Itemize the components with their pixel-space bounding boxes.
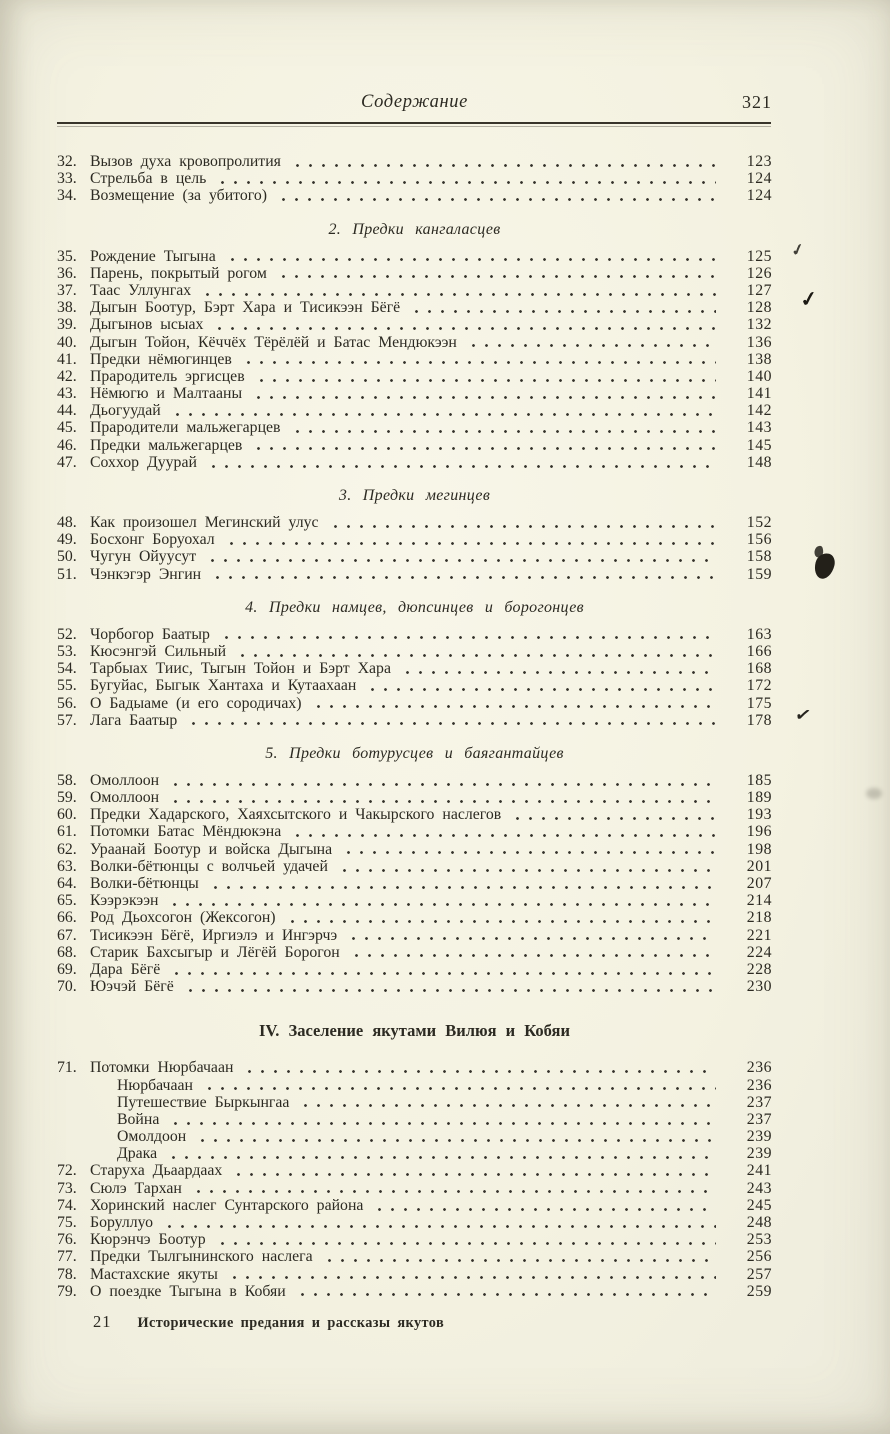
dot-leader [323, 1259, 716, 1262]
toc-entry [57, 892, 772, 909]
toc-entry [57, 1162, 772, 1179]
entry-page: 237 [746, 1093, 772, 1111]
dot-leader [329, 525, 717, 528]
entry-number: 75. [57, 1214, 77, 1231]
entry-number: 39. [57, 316, 77, 334]
entry-page: 230 [746, 978, 772, 996]
entry-number: 63. [57, 857, 77, 875]
entry-title: Омоллоон [90, 789, 160, 807]
entry-number: 50. [57, 548, 77, 566]
dot-leader [171, 413, 716, 416]
entry-page: 218 [746, 909, 772, 927]
toc-entry [57, 772, 772, 789]
toc-entry [57, 712, 772, 729]
entry-page: 163 [746, 625, 772, 643]
entry-number: 42. [57, 367, 77, 385]
dot-leader [209, 886, 716, 889]
toc-section [57, 745, 772, 995]
entry-title: Кээрэкээн [90, 892, 159, 910]
toc-entry [57, 1111, 772, 1128]
dot-leader [342, 851, 716, 854]
entry-title: Кюрэнчэ Боотур [90, 1231, 206, 1249]
dot-leader [184, 989, 716, 992]
entry-page: 241 [746, 1162, 772, 1180]
entry-page: 145 [746, 436, 772, 454]
entry-title: Дыгын Тойон, Кёччёх Тёрёлёй и Батас Мендюкээн [90, 333, 457, 351]
toc-entry [57, 548, 772, 565]
dot-leader [291, 430, 716, 433]
entry-title: Предки мальжегарцев [90, 436, 243, 454]
entry-number: 46. [57, 436, 77, 454]
entry-title: Лага Баатыр [90, 711, 178, 729]
dot-leader [252, 396, 716, 399]
entry-title: Таас Уллунгах [90, 281, 192, 299]
entry-number: 36. [57, 264, 77, 282]
entry-title: Потомки Нюрбачаан [90, 1059, 234, 1077]
toc-entry [57, 334, 772, 351]
entry-number: 77. [57, 1248, 77, 1266]
toc-entry [57, 265, 772, 282]
toc-entry [57, 1266, 772, 1283]
entry-page: 236 [746, 1076, 772, 1094]
dot-leader [291, 834, 716, 837]
dot-leader [201, 293, 716, 296]
entry-number: 69. [57, 960, 77, 978]
toc-entry [57, 1180, 772, 1197]
dot-leader [169, 783, 716, 786]
entry-title: Предки нёмюгинцев [90, 350, 232, 368]
section-heading: IV. Заселение якутами Вилюя и Кобяи [259, 1021, 570, 1041]
dot-leader [366, 688, 716, 691]
toc-entry [57, 789, 772, 806]
signature-number: 21 [93, 1311, 112, 1331]
entry-number: 60. [57, 806, 77, 824]
dot-leader [211, 576, 716, 579]
entry-title: Соххор Дуурай [90, 453, 197, 471]
entry-page: 239 [746, 1145, 772, 1163]
entry-title: Чорбогор Баатыр [90, 625, 210, 643]
toc-entry [57, 514, 772, 531]
toc-entry [57, 1128, 772, 1145]
contents-heading: Содержание [361, 92, 468, 112]
dot-leader [255, 379, 716, 382]
toc-entry [57, 1214, 772, 1231]
entry-title: Война [117, 1110, 160, 1128]
dot-leader [296, 1293, 716, 1296]
entry-page: 198 [746, 840, 772, 858]
entry-page: 178 [746, 711, 772, 729]
toc-entry [57, 299, 772, 316]
dot-leader [410, 310, 716, 313]
entry-number: 35. [57, 247, 77, 265]
entry-title: О Бадыаме (и его сородичах) [90, 694, 302, 712]
entry-title: Старик Бахсыгыр и Лёгёй Борогон [90, 943, 340, 961]
entry-number: 54. [57, 660, 77, 678]
entry-number: 51. [57, 565, 77, 583]
dot-leader [167, 1156, 716, 1159]
toc-entry [57, 1059, 772, 1076]
entry-title: Драка [117, 1145, 158, 1163]
dot-leader [236, 654, 716, 657]
section-heading: 5. Предки ботурусцев и баягантайцев [265, 744, 564, 762]
entry-number: 78. [57, 1265, 77, 1283]
dot-leader [170, 972, 716, 975]
toc-entry [57, 1283, 772, 1300]
entry-title: Предки Хадарского, Хаяхсытского и Чакырского наслегов [90, 806, 502, 824]
dot-leader [511, 817, 716, 820]
entry-page: 148 [746, 453, 772, 471]
entry-number: 64. [57, 875, 77, 892]
entry-number: 62. [57, 840, 77, 858]
dot-leader [350, 954, 716, 957]
header-rule [57, 122, 771, 127]
dot-leader [228, 1276, 716, 1279]
entry-page: 256 [746, 1248, 772, 1266]
entry-number: 55. [57, 677, 77, 695]
entry-page: 126 [746, 264, 772, 282]
entry-number: 76. [57, 1231, 77, 1249]
entry-title: Потомки Батас Мёндюкэна [90, 823, 282, 841]
entry-page: 132 [746, 316, 772, 334]
entry-page: 124 [746, 170, 772, 188]
toc-entry [57, 626, 772, 643]
entry-page: 214 [746, 892, 772, 910]
toc-entry [57, 643, 772, 660]
toc-entry [57, 695, 772, 712]
dot-leader [299, 1104, 716, 1107]
toc-entry [57, 1231, 772, 1248]
entry-page: 207 [746, 875, 772, 892]
dot-leader [187, 722, 716, 725]
entry-title: Дьогуудай [90, 402, 161, 420]
entry-number: 57. [57, 711, 77, 729]
entry-title: Парень, покрытый рогом [90, 264, 267, 282]
entry-title: Дыгын Боотур, Бэрт Хара и Тисикээн Бёгё [90, 299, 401, 317]
entry-number: 40. [57, 333, 77, 351]
entry-title: Старуха Дьаардаах [90, 1162, 223, 1180]
entry-title: Сюлэ Тархан [90, 1179, 182, 1197]
entry-page: 140 [746, 367, 772, 385]
entry-page: 166 [746, 642, 772, 660]
entry-page: 159 [746, 565, 772, 583]
entry-title: Тарбыах Тиис, Тыгын Тойон и Бэрт Хара [90, 660, 391, 678]
entry-page: 124 [746, 187, 772, 205]
page-number: 321 [742, 92, 772, 112]
entry-title: Омолдоон [117, 1128, 187, 1146]
entry-page: 143 [746, 419, 772, 437]
toc-entry [57, 566, 772, 583]
entry-page: 237 [746, 1110, 772, 1128]
entry-number: 72. [57, 1162, 77, 1180]
entry-page: 221 [746, 926, 772, 944]
entry-page: 156 [746, 531, 772, 549]
toc-section [57, 1021, 772, 1300]
entry-number: 65. [57, 892, 77, 910]
entry-number: 67. [57, 926, 77, 944]
toc-entry [57, 368, 772, 385]
entry-page: 196 [746, 823, 772, 841]
dot-leader [225, 542, 716, 545]
entry-title: Возмещение (за убитого) [90, 187, 267, 205]
toc-entry [57, 351, 772, 368]
toc-entry [57, 806, 772, 823]
dot-leader [242, 361, 716, 364]
entry-title: Как произошел Мегинский улус [90, 514, 319, 531]
toc-entry [57, 927, 772, 944]
entry-page: 138 [746, 350, 772, 368]
entry-title: Предки Тылгынинского наслега [90, 1248, 313, 1266]
entry-page: 257 [746, 1265, 772, 1283]
entry-number: 44. [57, 402, 77, 420]
entry-title: Кюсэнгэй Сильный [90, 642, 227, 660]
entry-title: Чугун Ойуусут [90, 548, 197, 566]
toc-entry [57, 316, 772, 333]
dot-leader [243, 1070, 716, 1073]
entry-number: 79. [57, 1282, 77, 1300]
dot-leader [192, 1190, 716, 1193]
entry-page: 152 [746, 514, 772, 531]
entry-title: Хоринский наслег Сунтарского района [90, 1196, 364, 1214]
entry-title: Боруллуо [90, 1214, 154, 1231]
entry-number: 43. [57, 385, 77, 403]
dot-leader [277, 198, 716, 201]
toc-entry [57, 454, 772, 471]
toc-entry [57, 823, 772, 840]
entry-number: 58. [57, 771, 77, 789]
dot-leader [277, 275, 716, 278]
dot-leader [338, 869, 716, 872]
handwritten-checkmark: ✓ [798, 285, 820, 313]
toc-entry [57, 978, 772, 995]
dot-leader [169, 800, 716, 803]
entry-number: 68. [57, 943, 77, 961]
toc-entry [57, 1248, 772, 1265]
page-header [57, 92, 772, 118]
entry-number: 34. [57, 187, 77, 205]
entry-number: 48. [57, 514, 77, 531]
entry-page: 141 [746, 385, 772, 403]
dot-leader [196, 1139, 716, 1142]
entry-title: Рождение Тыгына [90, 247, 216, 265]
entry-number: 61. [57, 823, 77, 841]
dot-leader [206, 559, 716, 562]
entry-page: 253 [746, 1231, 772, 1249]
dot-leader [207, 465, 716, 468]
entry-number: 71. [57, 1059, 77, 1077]
toc-entry [57, 875, 772, 892]
entry-number: 33. [57, 170, 77, 188]
entry-page: 158 [746, 548, 772, 566]
entry-number: 70. [57, 978, 77, 996]
toc-entry [57, 187, 772, 204]
entry-page: 193 [746, 806, 772, 824]
book-title: Исторические предания и рассказы якутов [137, 1314, 445, 1331]
dot-leader [216, 181, 716, 184]
entry-title: Прародитель эргисцев [90, 367, 245, 385]
entry-title: Вызов духа кровопролития [90, 153, 281, 170]
toc-section [57, 487, 772, 583]
entry-page: 228 [746, 960, 772, 978]
entry-page: 127 [746, 281, 772, 299]
dot-leader [168, 903, 716, 906]
dot-leader [163, 1225, 716, 1228]
entry-title: Юэчэй Бёгё [90, 978, 174, 996]
entry-number: 56. [57, 694, 77, 712]
entry-page: 185 [746, 771, 772, 789]
entry-title: Волки-бётюнцы с волчьей удачей [90, 857, 328, 875]
toc-entry [57, 677, 772, 694]
dot-leader [169, 1122, 716, 1125]
entry-number: 66. [57, 909, 77, 927]
toc-entry [57, 660, 772, 677]
page-footer [57, 1312, 772, 1332]
entry-number: 49. [57, 531, 77, 549]
toc-entry [57, 402, 772, 419]
entry-page: 172 [746, 677, 772, 695]
entry-page: 201 [746, 857, 772, 875]
entry-title: Мастахские якуты [90, 1265, 218, 1283]
entry-page: 125 [746, 247, 772, 265]
section-heading: 3. Предки мегинцев [338, 487, 491, 504]
entry-page: 175 [746, 694, 772, 712]
entry-number: 37. [57, 281, 77, 299]
entry-page: 136 [746, 333, 772, 351]
toc-entry [57, 944, 772, 961]
entry-title: Род Дьохсогон (Жексогон) [90, 909, 276, 927]
entry-page: 142 [746, 402, 772, 420]
dot-leader [226, 258, 716, 261]
toc-entry [57, 1077, 772, 1094]
entry-page: 259 [746, 1282, 772, 1300]
entry-number: 74. [57, 1196, 77, 1214]
toc-entry [57, 961, 772, 978]
dot-leader [401, 671, 716, 674]
entry-title: Прародители мальжегарцев [90, 419, 281, 437]
entry-title: Стрельба в цель [90, 170, 207, 188]
entry-number: 32. [57, 153, 77, 170]
entry-number: 45. [57, 419, 77, 437]
entry-title: Ураанай Боотур и войска Дыгына [90, 840, 333, 858]
dot-leader [286, 920, 716, 923]
entry-page: 123 [746, 153, 772, 170]
entry-title: Дыгынов ысыах [90, 316, 204, 334]
entry-title: Тисикээн Бёгё, Иргиэлэ и Ингэрчэ [90, 926, 338, 944]
toc-entry [57, 153, 772, 170]
dot-leader [252, 447, 716, 450]
dot-leader [232, 1173, 716, 1176]
dot-leader [216, 1242, 716, 1245]
entry-page: 239 [746, 1128, 772, 1146]
toc-entry [57, 531, 772, 548]
toc-entry [57, 282, 772, 299]
toc-entry [57, 1094, 772, 1111]
entry-title: Босхонг Боруохал [90, 531, 215, 549]
dot-leader [203, 1087, 716, 1090]
entry-title: Бугуйас, Быгык Хантаха и Кутаахаан [90, 677, 357, 695]
toc-entry [57, 385, 772, 402]
toc-section [57, 599, 772, 729]
entry-number: 47. [57, 453, 77, 471]
entry-number: 59. [57, 789, 77, 807]
smudge-mark [866, 788, 882, 799]
entry-number: 73. [57, 1179, 77, 1197]
entry-page: 168 [746, 660, 772, 678]
entry-title: Чэнкэгэр Энгин [90, 565, 202, 583]
entry-title: О поездке Тыгына в Кобяи [90, 1282, 286, 1300]
toc-entry [57, 170, 772, 187]
section-heading: 2. Предки кангаласцев [328, 220, 501, 238]
table-of-contents [57, 153, 772, 1332]
dot-leader [312, 705, 716, 708]
dot-leader [347, 937, 716, 940]
entry-title: Нюрбачаан [117, 1076, 193, 1094]
dot-leader [220, 636, 716, 639]
toc-section [57, 153, 772, 205]
toc-entry [57, 1145, 772, 1162]
entry-page: 128 [746, 299, 772, 317]
entry-page: 189 [746, 789, 772, 807]
entry-page: 224 [746, 943, 772, 961]
entry-page: 243 [746, 1179, 772, 1197]
entry-page: 248 [746, 1214, 772, 1231]
entry-number: 53. [57, 642, 77, 660]
toc-entry [57, 437, 772, 454]
toc-section [57, 221, 772, 471]
dot-leader [373, 1208, 716, 1211]
dot-leader [213, 327, 716, 330]
toc-entry [57, 841, 772, 858]
toc-entry [57, 858, 772, 875]
entry-number: 38. [57, 299, 77, 317]
toc-entry [57, 248, 772, 265]
dot-leader [467, 344, 716, 347]
entry-page: 236 [746, 1059, 772, 1077]
ink-blot [812, 551, 837, 581]
entry-page: 245 [746, 1196, 772, 1214]
entry-title: Путешествие Быркынгаа [117, 1093, 290, 1111]
entry-title: Волки-бётюнцы [90, 875, 199, 892]
toc-entry [57, 909, 772, 926]
section-heading: 4. Предки намцев, дюпсинцев и борогонцев [245, 598, 584, 616]
entry-number: 41. [57, 350, 77, 368]
handwritten-checkmark: ✓ [788, 238, 807, 261]
dot-leader [291, 164, 716, 167]
toc-entry [57, 419, 772, 436]
entry-title: Нёмюгю и Малтааны [90, 385, 243, 403]
toc-entry [57, 1197, 772, 1214]
entry-title: Дара Бёгё [90, 960, 161, 978]
entry-title: Омоллоон [90, 771, 160, 789]
handwritten-checkmark: ✓ [792, 702, 814, 728]
entry-number: 52. [57, 625, 77, 643]
